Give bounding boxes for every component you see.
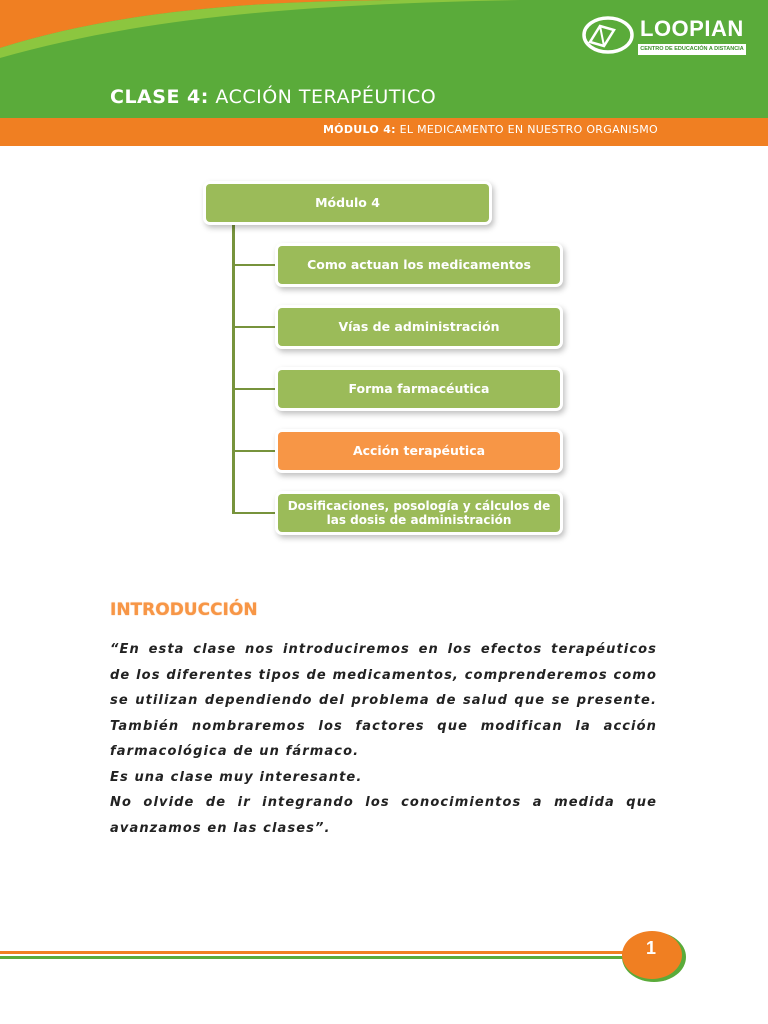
diagram-node-accion-highlighted: Acción terapéutica bbox=[278, 432, 560, 470]
diagram-node-dosificaciones: Dosificaciones, posología y cálculos de las dosis de administración bbox=[278, 494, 560, 532]
title-topic: ACCIÓN TERAPÉUTICO bbox=[208, 86, 437, 108]
intro-heading: INTRODUCCIÓN bbox=[110, 600, 258, 620]
intro-body bbox=[110, 637, 657, 841]
intro-paragraph: Es una clase muy interesante. bbox=[110, 769, 363, 785]
intro-paragraph: No olvide de ir integrando los conocimientos a medida que avanzamos en las clases”. bbox=[110, 795, 657, 836]
diagram-branch-line bbox=[232, 450, 278, 452]
subtitle-topic: EL MEDICAMENTO EN NUESTRO ORGANISMO bbox=[395, 123, 658, 136]
logo-tagline: CENTRO DE EDUCACIÓN A DISTANCIA bbox=[638, 44, 746, 55]
diagram-node-vias: Vías de administración bbox=[278, 308, 560, 346]
diagram-branch-line bbox=[232, 388, 278, 390]
diagram-root-node: Módulo 4 bbox=[206, 184, 489, 222]
intro-paragraph: “En esta clase nos introduciremos en los efectos terapéuticos de los diferentes tipos de medicamentos, comprenderemos como se utilizan dependiendo del problema de salud que se presente. También nombraremos los factores que modifican la acción farmacológica de un fármaco. bbox=[110, 642, 657, 759]
diagram-trunk-line bbox=[232, 224, 235, 514]
subtitle-module: MÓDULO 4: bbox=[322, 123, 396, 136]
title-class-number: CLASE 4: bbox=[110, 86, 209, 108]
page-number: 1 bbox=[645, 938, 656, 958]
diagram-branch-line bbox=[232, 512, 278, 514]
diagram-branch-line bbox=[232, 326, 278, 328]
logo-name: LOOPIAN bbox=[640, 16, 744, 41]
diagram-node-forma: Forma farmacéutica bbox=[278, 370, 560, 408]
diagram-branch-line bbox=[232, 264, 278, 266]
diagram-node-como-actuan: Como actuan los medicamentos bbox=[278, 246, 560, 284]
